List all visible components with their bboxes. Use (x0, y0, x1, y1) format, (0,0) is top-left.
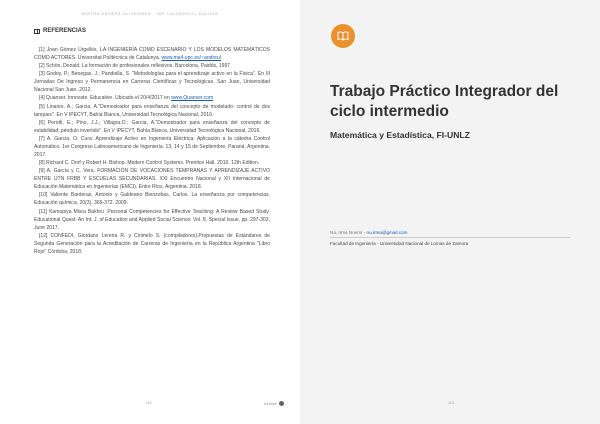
reference-item (34, 62, 270, 70)
reference-item (34, 167, 270, 191)
authors-line (330, 230, 407, 235)
reference-link[interactable]: www.Quanser.com (171, 95, 214, 102)
book-open-icon (337, 30, 349, 42)
footer-logo-text: ha fines (264, 401, 277, 406)
logo-dot-icon (279, 401, 284, 406)
reference-text: [5] Linares, A.; Garcia, A."Demostrador para enseñanza del concepto de modelado: control de dos tanques". En V IPECYT, Bahía Blanca, Universidad Tecnológica Nacional, 2016. (34, 103, 270, 118)
right-page (300, 0, 600, 424)
reference-text: [11] Kamupiya Misra Bakhru .Personal Competencies for Effective Teaching: A Review Based Study. Educational Quest: An Int. J. of Education and Applied Social Science: Vol. 8, Special Issue, pp. 297-303, June 2017. (34, 208, 270, 231)
reference-text: [10] Valiente Barderas, Antonio y Galdeano Bienzobas, Carlos. La enseñanza por competencias. Educación química, 20(3), 369-372. 2009. (34, 192, 270, 207)
reference-item (34, 46, 270, 62)
reference-item (34, 208, 270, 232)
footer-logo (264, 401, 284, 406)
reference-text: [1] Joan Gómez Urgellés. LA INGENIERÍA COMO ESCENARIO Y LOS MODELOS MATEMÁTICOS COMO ACTORES. Universitat Politècnica de Catalunya. (34, 47, 270, 62)
reference-item (34, 159, 270, 167)
references-heading-label: REFERENCIAS (43, 28, 87, 34)
reference-item (34, 135, 270, 159)
reference-item (34, 70, 270, 94)
reference-item (34, 191, 270, 207)
reference-link[interactable]: www.ma4.upc.es/~andreu/ (161, 55, 222, 62)
reference-item (34, 94, 270, 102)
author-name: Na, Irma Noemí - (330, 230, 367, 235)
chapter-title: Trabajo Práctico Integrador del ciclo intermedio (330, 83, 559, 120)
reference-item (34, 119, 270, 135)
divider (330, 237, 570, 238)
reference-text: [9] A. García y C. Vera. FORMACIÓN DE VOCACIONES TEMPRANAS Y APRENDIZAJE ACTIVO ENTRE UTN FRBB Y ESCUELAS SECUNDARIAS. XXI Encuentro Nacional y XII Internacional de Educación Matemática en Ingenierías (EMCI). Entre Ríos, Argentina. 2018. (34, 168, 270, 191)
reference-text: [8] Richard C. Dorf y Robert H. Bishop. Modern Control Systems. Prentice Hall. 2010. 12th Edition. (39, 160, 260, 167)
chapter-badge (331, 24, 355, 48)
reference-item (34, 232, 270, 256)
reference-text: [6] Perotti, E.; Pino, J.J.; Villagra,O.; Garcia, A."Demostrador para enseñanza del concepto de estabilidad: péndulo invertido". En V IPECYT, Bahía Blanca, Universidad Tecnológica Nacional, 2016. (34, 119, 270, 134)
reference-item (34, 103, 270, 119)
references-heading (34, 28, 86, 34)
author-email-link[interactable]: nu.irma@gmail.com (366, 230, 408, 235)
references-list (34, 46, 270, 256)
reference-text: [4] Quanser. Innovate. Educative. Ubicado el 20/4/2017 en (39, 95, 172, 102)
reference-text: [7] A. Garcia; O. Cura: Aprendizaje Activo en Ingeniería Eléctrica: Aplicación a la cátedra Control Automático. 1er Congreso Latinoamericano de Ingeniería. 13, 14 y 15 de Septiembre, Paraná, Argentina. 2017. (34, 135, 270, 159)
chapter-subtitle: Matemática y Estadística, FI-UNLZ (330, 130, 470, 140)
page-number-right: 113 (448, 401, 454, 405)
running-header: MIRTHA ANDREA OLIVERMEN · INE CALDERNICI GALICIA (81, 12, 219, 16)
page-number-left: 112 (146, 401, 152, 405)
affiliation: Facultad de Ingeniería - Universidad Nacional de Lomas de Zamora (330, 241, 469, 246)
reference-text: [3] Godoy, P.; Benegas, J.; Pandiella, S. "Metodologías para el aprendizaje activo en la Física". En III Jornadas De Ingreso y Permanencia en Carreras Científicas y Tecnológicas. San Juan, Universidad Nacional San Juan. 2012. (34, 71, 270, 94)
reference-text: [2] Schön, Donald. La formación de profesionales reflexivos. Barcelona, Paidós, 1997 (39, 63, 231, 70)
book-icon (34, 29, 40, 34)
reference-text: [12] CONFEDI, Giordano Lerena R. y Cirimelo S. (compiladores).Propuestas de Estándares de Segunda Generación para la Acreditación de Carreras de Ingeniería en la República Argentina "Libro Rojo" Córdoba, 2018. (34, 232, 270, 255)
